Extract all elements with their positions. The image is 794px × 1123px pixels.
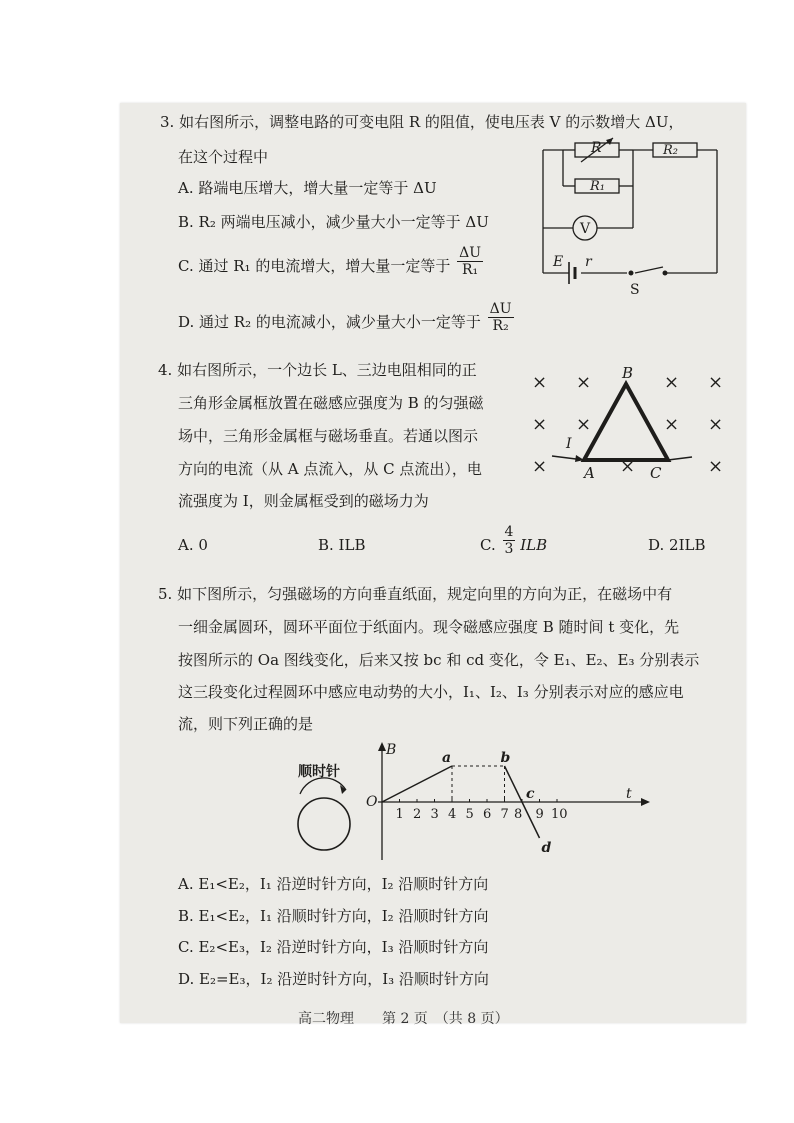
- svg-text:×: ×: [532, 414, 548, 435]
- q3-option-c-fraction: $\frac{\Delta U}{\text{R₁}}$: [459, 244, 482, 278]
- label-e: E: [553, 254, 564, 270]
- svg-text:×: ×: [532, 456, 548, 477]
- svg-text:×: ×: [664, 414, 680, 435]
- q3-option-c[interactable]: [178, 244, 483, 278]
- segment-oa: [382, 766, 452, 802]
- label-internal-r: r: [585, 254, 592, 270]
- svg-text:×: ×: [664, 372, 680, 393]
- tick-label: 7: [500, 807, 509, 822]
- tick-label: 3: [430, 807, 439, 822]
- switch-pivot: [629, 271, 634, 276]
- point-label-b: b: [500, 750, 511, 766]
- q4-option-a[interactable]: A. 0: [178, 536, 208, 554]
- point-label-d: d: [541, 840, 552, 856]
- tick-label: 8: [514, 807, 523, 822]
- q5-option-a[interactable]: A. E₁<E₂，I₁ 沿逆时针方向，I₂ 沿顺时针方向: [178, 875, 489, 893]
- q5-option-d[interactable]: D. E₂=E₃，I₂ 沿逆时针方向，I₃ 沿顺时针方向: [178, 970, 489, 988]
- tick-label: 9: [535, 807, 544, 822]
- current-out-wire: [668, 457, 692, 460]
- q3-option-d[interactable]: [178, 300, 514, 334]
- label-vertex-b: B: [622, 364, 634, 382]
- point-label-a: a: [442, 750, 452, 766]
- q4-option-c[interactable]: C. $\frac{4}{3}$ ILB: [480, 523, 548, 557]
- q4-triangle-figure: [522, 362, 732, 482]
- q5-option-c[interactable]: C. E₂<E₃，I₂ 沿逆时针方向，I₃ 沿顺时针方向: [178, 938, 489, 956]
- svg-text:×: ×: [576, 372, 592, 393]
- switch-contact: [663, 271, 668, 276]
- q3-stem-line1: 3. 如右图所示，调整电路的可变电阻 R 的阻值，使电压表 V 的示数增大 ΔU，: [160, 113, 684, 131]
- q4-option-b[interactable]: B. ILB: [318, 536, 366, 554]
- tick-label: 5: [465, 807, 474, 822]
- q4-stem-line3: 场中，三角形金属框与磁场垂直。若通以图示: [178, 427, 479, 445]
- q5-stem-line2: 一细金属圆环，圆环平面位于纸面内。现令磁感应强度 B 随时间 t 变化，先: [178, 618, 680, 636]
- q3-stem-line2: 在这个过程中: [178, 148, 269, 166]
- axis-label-t: t: [626, 786, 632, 802]
- svg-text:×: ×: [532, 372, 548, 393]
- q4-stem-line5: 流强度为 I，则金属框受到的磁场力为: [178, 492, 429, 510]
- q3-option-a[interactable]: A. 路端电压增大，增大量一定等于 ΔU: [178, 179, 437, 197]
- label-vertex-a: A: [584, 464, 595, 482]
- q5-stem-line5: 流，则下列正确的是: [178, 715, 314, 733]
- tick-label: 4: [448, 807, 457, 822]
- point-label-c: c: [526, 786, 535, 802]
- q4-stem-line4: 方向的电流（从 A 点流入，从 C 点流出），电: [178, 460, 482, 478]
- clockwise-arrow-arc: [300, 778, 346, 794]
- tick-label: 2: [413, 807, 422, 822]
- label-current-i: I: [566, 436, 572, 452]
- q3-option-c-text: C. 通过 R₁ 的电流增大，增大量一定等于: [178, 257, 451, 275]
- q4-stem-line2: 三角形金属框放置在磁感应强度为 B 的匀强磁: [178, 394, 484, 412]
- q5-stem-line1: 5. 如下图所示，匀强磁场的方向垂直纸面，规定向里的方向为正，在磁场中有: [158, 585, 673, 603]
- q4-stem-line1: 4. 如右图所示，一个边长 L、三边电阻相同的正: [158, 361, 477, 379]
- label-r: R: [591, 140, 602, 156]
- svg-text:×: ×: [708, 372, 724, 393]
- label-s: S: [630, 282, 640, 298]
- label-clockwise: 顺时针: [298, 764, 340, 780]
- tick-label: 6: [483, 807, 492, 822]
- label-r2: R₂: [663, 143, 678, 158]
- metal-triangle-frame: [584, 384, 668, 460]
- svg-text:×: ×: [620, 456, 636, 477]
- tick-label: 10: [551, 807, 568, 822]
- q5-stem-line4: 这三段变化过程圆环中感应电动势的大小，I₁、I₂、I₃ 分别表示对应的感应电: [178, 683, 684, 701]
- q3-option-b[interactable]: B. R₂ 两端电压减小，减少量大小一定等于 ΔU: [178, 213, 489, 231]
- metal-ring: [298, 798, 350, 850]
- label-r1: R₁: [590, 179, 605, 194]
- segment-bc: [505, 766, 523, 802]
- q3-option-d-text: D. 通过 R₂ 的电流减小，减少量大小一定等于: [178, 313, 481, 331]
- label-vertex-c: C: [650, 464, 662, 482]
- q5-option-b[interactable]: B. E₁<E₂，I₁ 沿顺时针方向，I₂ 沿顺时针方向: [178, 907, 489, 925]
- svg-text:×: ×: [576, 414, 592, 435]
- q4-option-c-fraction: $\frac{4}{3}$: [504, 523, 514, 557]
- svg-text:×: ×: [708, 456, 724, 477]
- page-footer: 高二物理 第 2 页 （共 8 页）: [298, 1011, 509, 1027]
- svg-text:×: ×: [708, 414, 724, 435]
- q4-option-d[interactable]: D. 2ILB: [648, 536, 706, 554]
- label-v: V: [580, 221, 591, 237]
- axis-label-b: B: [386, 742, 397, 758]
- origin-label: O: [366, 794, 378, 810]
- q3-circuit-diagram: [535, 138, 725, 298]
- q5-bt-graph: [364, 742, 654, 862]
- q3-option-d-fraction: $\frac{\Delta U}{\text{R₂}}$: [489, 300, 512, 334]
- q5-ring-figure: [290, 752, 370, 862]
- tick-label: 1: [395, 807, 404, 822]
- q5-stem-line3: 按图所示的 Oa 图线变化，后来又按 bc 和 cd 变化，令 E₁、E₂、E₃ 分别表示: [178, 651, 700, 669]
